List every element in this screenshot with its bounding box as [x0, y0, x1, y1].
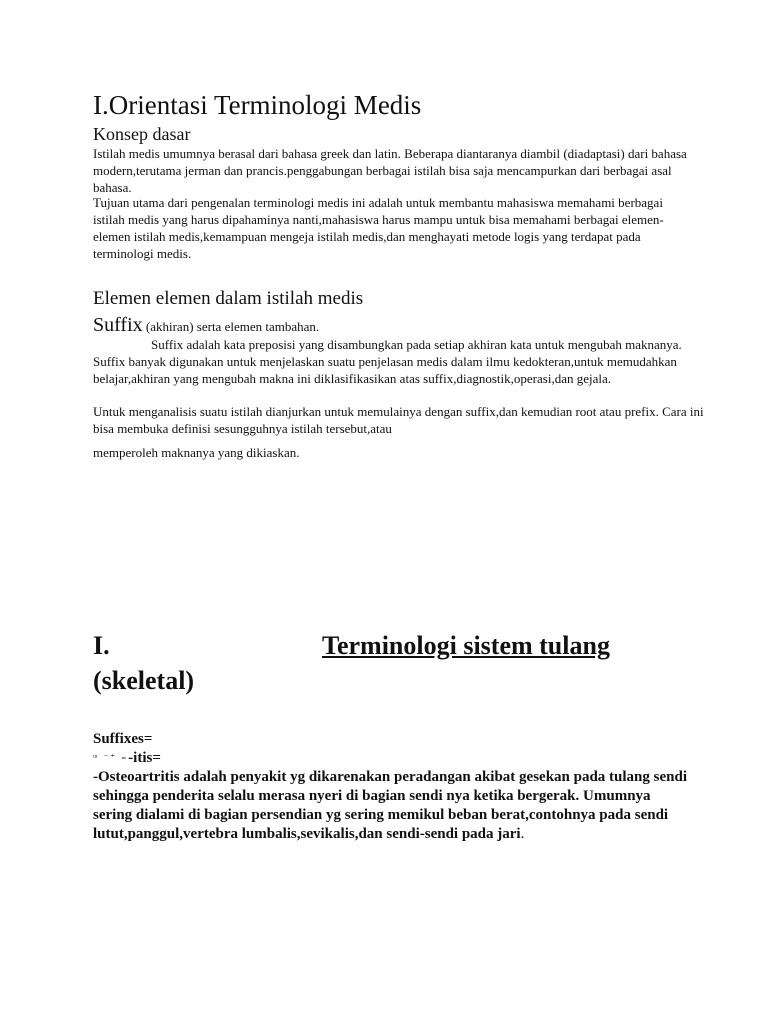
paragraph-suffix-3: memperoleh maknanya yang dikiaskan.	[93, 445, 300, 460]
section-number: I.	[93, 631, 110, 660]
suffix-itis: -itis=	[128, 750, 161, 766]
suffixes-label: Suffixes=	[93, 731, 153, 747]
suffix-word: Suffix	[93, 314, 143, 336]
section-title: Terminologi sistem tulang	[322, 631, 610, 660]
section-title-continued: (skeletal)	[93, 666, 195, 695]
paragraph-konsep-2: Tujuan utama dari pengenalan terminologi medis ini adalah untuk membantu mahasiswa memahami berbagai istilah medis yang harus dipahaminya nanti,mahasiswa harus mampu untuk bisa memahami berbagai elemen-elemen istilah medis,kemampuan mengeja istilah medis,dan menghayati metode logis yang terdapat pada terminologi medis.	[93, 195, 664, 261]
osteoartritis-period: .	[520, 826, 525, 842]
paragraph-suffix-1: Suffix adalah kata preposisi yang disambungkan pada setiap akhiran kata untuk mengubah maknanya. Suffix banyak digunakan untuk menjelaskan suatu penjelasan medis dalam ilmu kedokteran,untuk memudahkan belajar,akhiran yang mengubah makna ini diklasifikasikan atas suffix,diagnostik,operasi,dan gejala.	[93, 337, 682, 386]
paragraph-konsep-1: Istilah medis umumnya berasal dari bahasa greek dan latin. Beberapa diantaranya diambil (diadaptasi) dari bahasa modern,terutama jerman dan prancis.penggabungan berbagai istilah bisa saja mencampurkan dari berbagai asal bahasa.	[93, 146, 687, 195]
subheading-konsep-dasar: Konsep dasar	[93, 124, 191, 144]
main-heading: I.Orientasi Terminologi Medis	[93, 90, 422, 120]
suffix-itis-line	[93, 748, 693, 768]
paragraph-osteoartritis	[93, 768, 693, 844]
symbol-glyphs: ᵚ ⁻⁺ ₌	[93, 752, 129, 762]
subheading-elemen: Elemen elemen dalam istilah medis	[93, 288, 364, 309]
paragraph-suffix-2: Untuk menganalisis suatu istilah dianjurkan untuk memulainya dengan suffix,dan kemudian root atau prefix. Cara ini bisa membuka definisi sesungguhnya istilah tersebut,atau	[93, 404, 704, 436]
osteoartritis-text: -Osteoartritis adalah penyakit yg dikarenakan peradangan akibat gesekan pada tulang sendi sehingga penderita selalu merasa nyeri di bagian sendi nya ketika bergerak. Umumnya sering dialami di bagian persendian yg sering memikul beban berat,contohnya pada sendi lutut,panggul,vertebra lumbalis,sevikalis,dan sendi-sendi pada jari	[93, 769, 688, 842]
suffix-subtitle: (akhiran) serta elemen tambahan.	[142, 319, 320, 334]
